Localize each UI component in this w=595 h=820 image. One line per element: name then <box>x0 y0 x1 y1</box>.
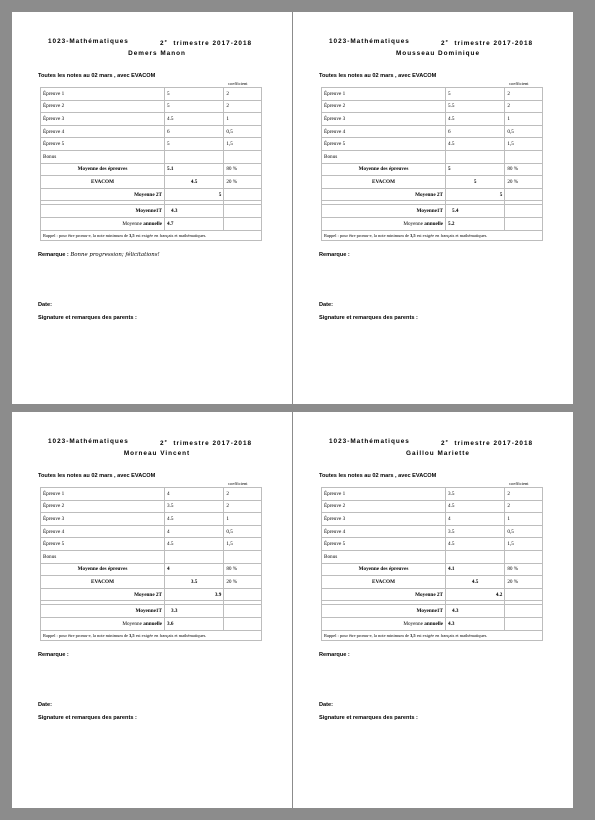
course-title: 1023-Mathématiques <box>48 38 129 45</box>
table-row <box>41 205 262 218</box>
table-row <box>41 188 262 201</box>
grade-cell: 5 <box>164 138 223 151</box>
table-row <box>41 163 262 176</box>
table-row <box>322 513 543 526</box>
coef-cell <box>505 605 543 618</box>
table-row <box>41 176 262 189</box>
table-row <box>322 550 543 563</box>
label-cell: Moyenne annuelle <box>41 617 165 630</box>
coefficient-header: coefficient <box>228 81 248 86</box>
grade-cell: 4 <box>164 488 223 501</box>
term-label: 2e trimestre 2017-2018 <box>160 438 253 448</box>
coef-cell <box>505 550 543 563</box>
remark-text: Bonne progression; félicitations! <box>70 251 160 258</box>
page-3 <box>12 412 292 808</box>
table-row <box>322 538 543 551</box>
table-row <box>41 125 262 138</box>
coef-cell <box>505 617 543 630</box>
grade-cell: 5 <box>445 163 504 176</box>
label-cell: Épreuve 4 <box>322 525 446 538</box>
coef-cell: 20 % <box>505 576 543 589</box>
table-row <box>322 588 543 601</box>
parent-signature-label: Signature et remarques des parents : <box>38 714 137 721</box>
table-row <box>322 630 543 640</box>
grade-cell: 5 <box>445 176 504 189</box>
label-cell: Moyenne 2T <box>322 188 446 201</box>
coef-cell: 80 % <box>505 163 543 176</box>
table-row <box>41 150 262 163</box>
coef-cell: 1,5 <box>505 138 543 151</box>
label-cell: Moyenne des épreuves <box>322 163 446 176</box>
coefficient-header: coefficient <box>228 481 248 486</box>
coef-cell: 2 <box>224 488 262 501</box>
coef-cell: 1 <box>224 513 262 526</box>
table-row <box>41 500 262 513</box>
coef-cell <box>224 617 262 630</box>
label-cell: Moyenne annuelle <box>41 217 165 230</box>
coef-cell <box>224 205 262 218</box>
table-row <box>41 230 262 240</box>
label-cell: Épreuve 4 <box>41 125 165 138</box>
label-cell: EVACOM <box>322 176 446 189</box>
table-row <box>322 525 543 538</box>
table-row <box>322 563 543 576</box>
grade-cell: 3.5 <box>445 488 504 501</box>
coef-cell <box>224 150 262 163</box>
grade-cell: 4.5 <box>445 113 504 126</box>
grade-cell: 3.6 <box>164 617 223 630</box>
date-label: Date: <box>319 301 333 308</box>
report-card-3 <box>38 438 274 721</box>
coef-cell: 20 % <box>505 176 543 189</box>
report-header <box>38 38 274 49</box>
grade-cell: 4.5 <box>164 513 223 526</box>
table-row <box>322 230 543 240</box>
coef-cell <box>505 217 543 230</box>
label-cell: Épreuve 5 <box>41 138 165 151</box>
table-row <box>322 138 543 151</box>
remark: Remarque : <box>319 651 350 658</box>
coef-cell <box>505 205 543 218</box>
table-row <box>322 176 543 189</box>
grade-cell: 4.5 <box>164 113 223 126</box>
grade-cell: 4 <box>445 513 504 526</box>
grades-table <box>321 487 543 641</box>
coef-cell: 20 % <box>224 576 262 589</box>
label-cell: Moyenne1T <box>41 605 165 618</box>
grade-cell: 4 <box>164 563 223 576</box>
label-cell: Épreuve 1 <box>41 88 165 101</box>
coef-cell: 2 <box>505 488 543 501</box>
coef-cell: 2 <box>505 88 543 101</box>
coefficient-header: coefficient <box>509 481 529 486</box>
coef-cell: 1,5 <box>224 538 262 551</box>
table-row <box>41 88 262 101</box>
label-cell: Épreuve 1 <box>322 488 446 501</box>
table-row <box>41 588 262 601</box>
grade-cell: 5 <box>445 188 504 201</box>
grade-cell: 5.2 <box>445 217 504 230</box>
grades-intro: Toutes les notes au 02 mars , avec EVACOM <box>38 73 156 79</box>
label-cell: Épreuve 5 <box>322 538 446 551</box>
table-row <box>322 605 543 618</box>
table-row <box>41 617 262 630</box>
label-cell: Moyenne1T <box>41 205 165 218</box>
grades-intro: Toutes les notes au 02 mars , avec EVACOM <box>319 73 437 79</box>
label-cell: Bonus <box>41 550 165 563</box>
coef-cell: 0,5 <box>224 525 262 538</box>
coef-cell: 2 <box>224 100 262 113</box>
coef-cell: 2 <box>505 500 543 513</box>
coef-cell <box>224 605 262 618</box>
grade-cell: 3.5 <box>445 525 504 538</box>
table-row <box>41 563 262 576</box>
coef-cell: 0,5 <box>505 525 543 538</box>
grade-cell: 4.5 <box>445 138 504 151</box>
table-row <box>322 88 543 101</box>
report-header <box>319 438 555 449</box>
grades-intro: Toutes les notes au 02 mars , avec EVACOM <box>38 473 156 479</box>
grade-cell: 4.5 <box>164 538 223 551</box>
reminder-note: Rappel : pour être promu-e, la note minimum de 3,5 est exigée en français et mathématiques. <box>41 630 262 640</box>
grade-cell: 3.5 <box>164 576 223 589</box>
grade-cell: 4.5 <box>164 176 223 189</box>
course-title: 1023-Mathématiques <box>329 38 410 45</box>
table-row <box>322 113 543 126</box>
grade-cell: 4.3 <box>164 205 223 218</box>
grade-cell: 4.5 <box>445 538 504 551</box>
label-cell: Épreuve 4 <box>322 125 446 138</box>
table-row <box>41 576 262 589</box>
reminder-note: Rappel : pour être promu-e, la note minimum de 3,5 est exigée en français et mathématiques. <box>41 230 262 240</box>
coef-cell: 2 <box>224 500 262 513</box>
grade-cell: 4.3 <box>445 605 504 618</box>
coef-cell: 0,5 <box>224 125 262 138</box>
term-label: 2e trimestre 2017-2018 <box>441 438 534 448</box>
remark: Remarque : <box>319 251 350 258</box>
table-row <box>41 525 262 538</box>
report-card-2 <box>319 38 555 321</box>
table-row <box>41 605 262 618</box>
report-card-1 <box>38 38 274 321</box>
label-cell: Moyenne 2T <box>322 588 446 601</box>
label-cell: Moyenne 2T <box>41 188 165 201</box>
grade-cell: 3.3 <box>164 605 223 618</box>
table-row <box>41 100 262 113</box>
table-row <box>41 217 262 230</box>
grade-cell <box>164 150 223 163</box>
page-1 <box>12 12 292 404</box>
grade-cell: 4.5 <box>445 576 504 589</box>
label-cell: Épreuve 3 <box>322 513 446 526</box>
grade-cell: 4.3 <box>445 617 504 630</box>
student-name: Morneau Vincent <box>123 450 191 457</box>
page-2 <box>293 12 573 404</box>
remark: Remarque : Bonne progression; félicitations! <box>38 251 160 258</box>
course-title: 1023-Mathématiques <box>329 438 410 445</box>
student-name: Gaillou Mariette <box>406 450 470 457</box>
label-cell: Épreuve 3 <box>41 113 165 126</box>
grade-cell: 3.9 <box>164 588 223 601</box>
label-cell: Épreuve 1 <box>322 88 446 101</box>
coef-cell: 2 <box>224 88 262 101</box>
coef-cell: 1,5 <box>224 138 262 151</box>
label-cell: Épreuve 1 <box>41 488 165 501</box>
report-header <box>38 438 274 449</box>
coef-cell: 1,5 <box>505 538 543 551</box>
label-cell: EVACOM <box>41 176 165 189</box>
table-row <box>41 488 262 501</box>
coef-cell <box>224 550 262 563</box>
term-label: 2e trimestre 2017-2018 <box>160 38 253 48</box>
coef-cell: 80 % <box>224 163 262 176</box>
label-cell: Moyenne 2T <box>41 588 165 601</box>
student-name: Demers Manon <box>128 50 186 57</box>
coef-cell <box>505 150 543 163</box>
coef-cell: 1 <box>505 513 543 526</box>
coef-cell <box>224 188 262 201</box>
coef-cell: 80 % <box>505 563 543 576</box>
label-cell: Bonus <box>322 150 446 163</box>
grade-cell: 4.1 <box>445 563 504 576</box>
table-row <box>322 576 543 589</box>
coef-cell <box>505 188 543 201</box>
coef-cell: 20 % <box>224 176 262 189</box>
label-cell: Moyenne1T <box>322 605 446 618</box>
label-cell: Épreuve 2 <box>41 500 165 513</box>
page-4 <box>293 412 573 808</box>
report-header <box>319 38 555 49</box>
coef-cell: 0,5 <box>505 125 543 138</box>
grade-cell: 4 <box>164 525 223 538</box>
label-cell: Épreuve 5 <box>41 538 165 551</box>
label-cell: Épreuve 2 <box>322 100 446 113</box>
table-row <box>322 205 543 218</box>
grade-cell <box>445 150 504 163</box>
grade-cell: 6 <box>445 125 504 138</box>
table-row <box>41 113 262 126</box>
coef-cell: 1 <box>224 113 262 126</box>
label-cell: Épreuve 4 <box>41 525 165 538</box>
label-cell: Épreuve 3 <box>41 513 165 526</box>
table-row <box>322 217 543 230</box>
table-row <box>322 163 543 176</box>
table-row <box>41 630 262 640</box>
grade-cell: 4.5 <box>445 500 504 513</box>
grades-table <box>321 87 543 241</box>
grade-cell: 5.1 <box>164 163 223 176</box>
table-row <box>41 538 262 551</box>
label-cell: Moyenne annuelle <box>322 617 446 630</box>
parent-signature-label: Signature et remarques des parents : <box>319 314 418 321</box>
coef-cell <box>224 217 262 230</box>
table-row <box>322 488 543 501</box>
table-row <box>41 138 262 151</box>
grade-cell: 5 <box>164 88 223 101</box>
grade-cell: 3.5 <box>164 500 223 513</box>
table-row <box>41 513 262 526</box>
date-label: Date: <box>38 301 52 308</box>
coef-cell <box>224 588 262 601</box>
grades-intro: Toutes les notes au 02 mars , avec EVACOM <box>319 473 437 479</box>
label-cell: Épreuve 3 <box>322 113 446 126</box>
grade-cell <box>164 550 223 563</box>
grade-cell: 4.2 <box>445 588 504 601</box>
term-label: 2e trimestre 2017-2018 <box>441 38 534 48</box>
grades-table <box>40 487 262 641</box>
remark: Remarque : <box>38 651 69 658</box>
coefficient-header: coefficient <box>509 81 529 86</box>
date-label: Date: <box>319 701 333 708</box>
label-cell: Moyenne annuelle <box>322 217 446 230</box>
grade-cell: 6 <box>164 125 223 138</box>
coef-cell: 80 % <box>224 563 262 576</box>
reminder-note: Rappel : pour être promu-e, la note minimum de 3,5 est exigée en français et mathématiques. <box>322 630 543 640</box>
coef-cell: 2 <box>505 100 543 113</box>
label-cell: Bonus <box>41 150 165 163</box>
label-cell: EVACOM <box>322 576 446 589</box>
label-cell: Moyenne1T <box>322 205 446 218</box>
course-title: 1023-Mathématiques <box>48 438 129 445</box>
reminder-note: Rappel : pour être promu-e, la note minimum de 3,5 est exigée en français et mathématiques. <box>322 230 543 240</box>
student-name: Mousseau Dominique <box>395 50 481 57</box>
label-cell: Moyenne des épreuves <box>322 563 446 576</box>
label-cell: Moyenne des épreuves <box>41 563 165 576</box>
parent-signature-label: Signature et remarques des parents : <box>38 314 137 321</box>
coef-cell: 1 <box>505 113 543 126</box>
grade-cell: 5 <box>164 100 223 113</box>
grades-table <box>40 87 262 241</box>
label-cell: Moyenne des épreuves <box>41 163 165 176</box>
grade-cell: 5 <box>164 188 223 201</box>
grade-cell: 5 <box>445 88 504 101</box>
label-cell: Bonus <box>322 550 446 563</box>
grade-cell: 5.5 <box>445 100 504 113</box>
label-cell: EVACOM <box>41 576 165 589</box>
grade-cell: 5.4 <box>445 205 504 218</box>
grade-cell <box>445 550 504 563</box>
table-row <box>322 100 543 113</box>
coef-cell <box>505 588 543 601</box>
table-row <box>322 188 543 201</box>
report-card-4 <box>319 438 555 721</box>
table-row <box>322 617 543 630</box>
label-cell: Épreuve 2 <box>41 100 165 113</box>
date-label: Date: <box>38 701 52 708</box>
label-cell: Épreuve 2 <box>322 500 446 513</box>
table-row <box>322 150 543 163</box>
table-row <box>322 125 543 138</box>
table-row <box>322 500 543 513</box>
parent-signature-label: Signature et remarques des parents : <box>319 714 418 721</box>
table-row <box>41 550 262 563</box>
label-cell: Épreuve 5 <box>322 138 446 151</box>
grade-cell: 4.7 <box>164 217 223 230</box>
